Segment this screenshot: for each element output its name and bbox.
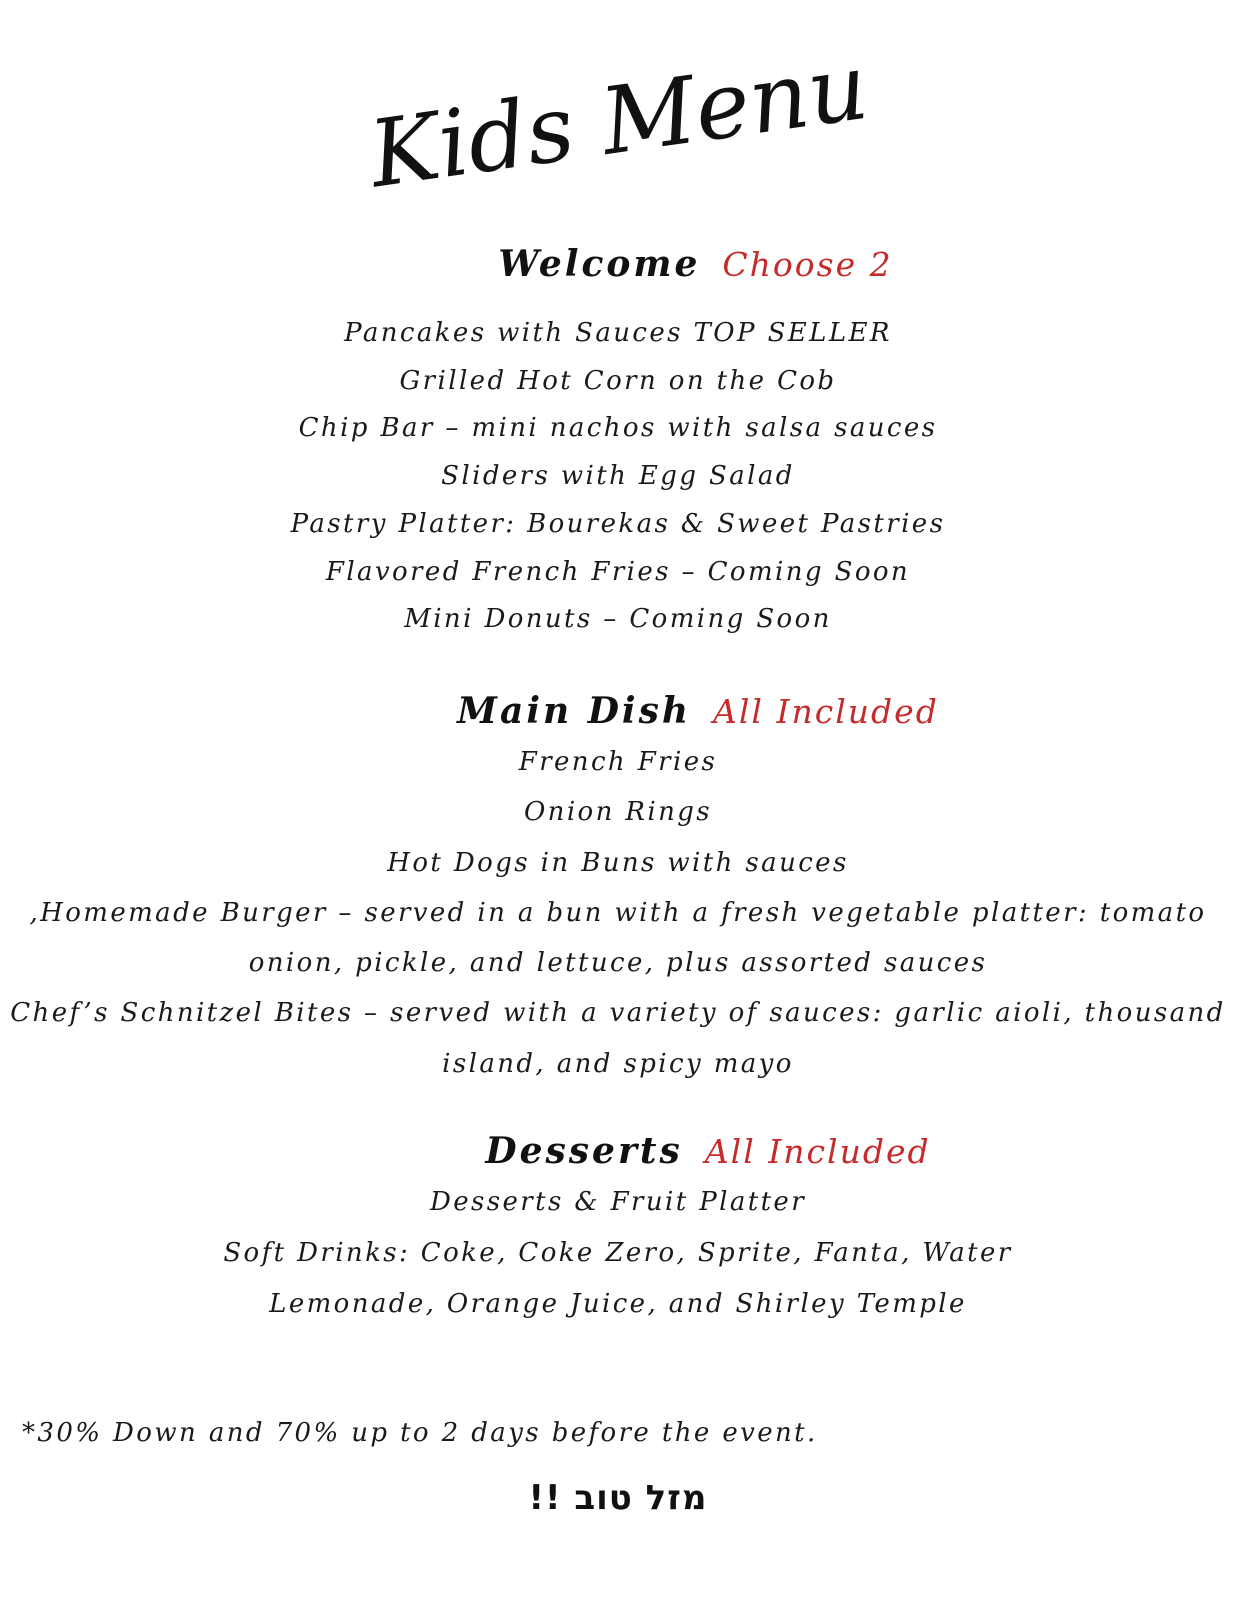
list-item: Soft Drinks: Coke, Coke Zero, Sprite, Fanta, Water bbox=[223, 1238, 1013, 1268]
list-item: ,Homemade Burger – served in a bun with a fresh vegetable platter: tomato bbox=[29, 897, 1207, 928]
list-item: Chef’s Schnitzel Bites – served with a variety of sauces: garlic aioli, thousand bbox=[10, 998, 1226, 1029]
list-item: Hot Dogs in Buns with sauces bbox=[387, 847, 849, 878]
menu-title-script bbox=[363, 32, 875, 209]
section-heading bbox=[0, 1130, 1236, 1172]
list-item: Desserts & Fruit Platter bbox=[429, 1187, 807, 1217]
list-item: Pancakes with Sauces TOP SELLER bbox=[344, 318, 892, 348]
list-item: onion, pickle, and lettuce, plus assorted sauces bbox=[248, 948, 988, 979]
payment-note: *30% Down and 70% up to 2 days before the event. bbox=[22, 1418, 818, 1448]
list-item: French Fries bbox=[518, 747, 718, 777]
section-name: Main Dish bbox=[457, 690, 692, 732]
item-list bbox=[0, 310, 1236, 644]
section-tag: Choose 2 bbox=[722, 245, 893, 284]
section-tag: All Included bbox=[713, 692, 939, 731]
menu-title-text: Kids Menu bbox=[363, 32, 875, 209]
list-item: Flavored French Fries – Coming Soon bbox=[325, 556, 911, 587]
section-heading bbox=[0, 243, 1236, 285]
list-item: Onion Rings bbox=[523, 797, 713, 828]
list-item: Pastry Platter: Bourekas & Sweet Pastries bbox=[290, 508, 946, 539]
list-item: island, and spicy mayo bbox=[442, 1048, 794, 1079]
list-item: Lemonade, Orange Juice, and Shirley Temple bbox=[269, 1289, 967, 1319]
section-name: Welcome bbox=[498, 243, 701, 285]
list-item: Mini Donuts – Coming Soon bbox=[404, 604, 832, 635]
list-item: Chip Bar – mini nachos with salsa sauces bbox=[298, 413, 938, 444]
list-item: Grilled Hot Corn on the Cob bbox=[399, 365, 837, 396]
section-heading bbox=[0, 690, 1236, 732]
list-item: Sliders with Egg Salad bbox=[441, 461, 795, 492]
item-list bbox=[0, 1177, 1236, 1330]
menu-title bbox=[363, 32, 875, 209]
section-name: Desserts bbox=[485, 1130, 683, 1172]
section-tag: All Included bbox=[704, 1132, 931, 1171]
item-list bbox=[0, 737, 1236, 1089]
blessing-text: מזל טוב !! bbox=[528, 1478, 708, 1518]
